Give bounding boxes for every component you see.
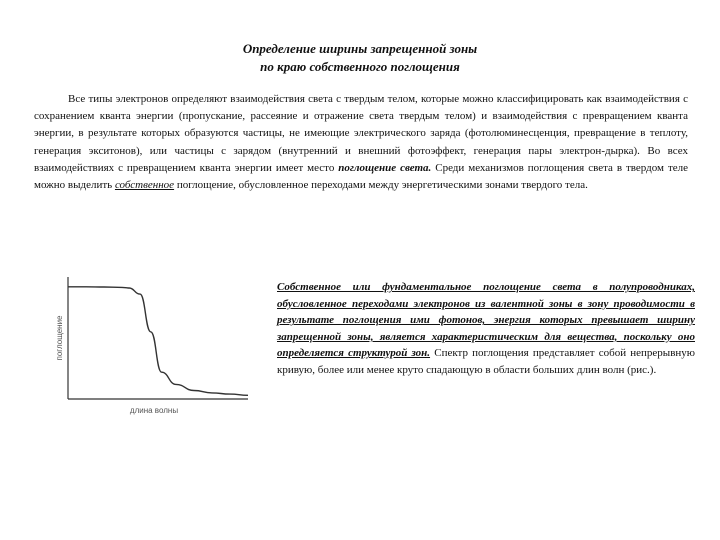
absorption-curve — [68, 287, 248, 396]
intro-paragraph — [34, 91, 688, 194]
page-title — [0, 40, 720, 76]
absorption-chart — [50, 272, 260, 422]
side-text-rest: Спектр поглощения представляет собой непрерывную кривую, более или менее круто спадающую в области больших длин волн (рис.). — [277, 347, 695, 376]
paragraph-emphasis: поглощение света. — [338, 161, 432, 174]
paragraph-text-2: Среди механизмов поглощения света в твердом теле можно выделить — [34, 161, 689, 192]
side-definition: Собственное или фундаментальное поглощение света в полупроводниках, обусловленное переходами электронов из валентной зоны в зону проводимости в результате поглощения ими фотонов, энергия которых превышает ширину запрещенной зоны, является характеристическим для вещества, поскольку оно определяется структурой зон. — [277, 281, 695, 360]
x-axis-label: длина волны — [129, 406, 179, 415]
paragraph-underlined-term: собственное — [114, 179, 175, 192]
absorption-chart-svg — [50, 272, 260, 422]
side-text — [277, 279, 695, 379]
title-line-2: по краю собственного поглощения — [260, 59, 460, 74]
paragraph-text-1: Все типы электронов определяют взаимодействия света с твердым телом, которые можно классифицировать как взаимодействия с сохранением кванта энергии (пропускание, рассеяние и отражение света твердым телом) и взаимодействия с превращением кванта энергии, в результате которых образуются частицы, не имеющие электрического заряда (фотолюминесценция, превращение в теплоту, генерация экситонов), или частицы с зарядом (внутренний и внешний фотоэффект, генерация пары электрон-дырка). Во всех взаимодействиях с превращением кванта энергии имеет место — [34, 93, 688, 174]
paragraph-text-3: поглощение, обусловленное переходами между энергетическими зонами твердого тела. — [176, 179, 588, 192]
y-axis-label: поглощение — [55, 315, 64, 361]
title-line-1: Определение ширины запрещенной зоны — [242, 41, 478, 56]
